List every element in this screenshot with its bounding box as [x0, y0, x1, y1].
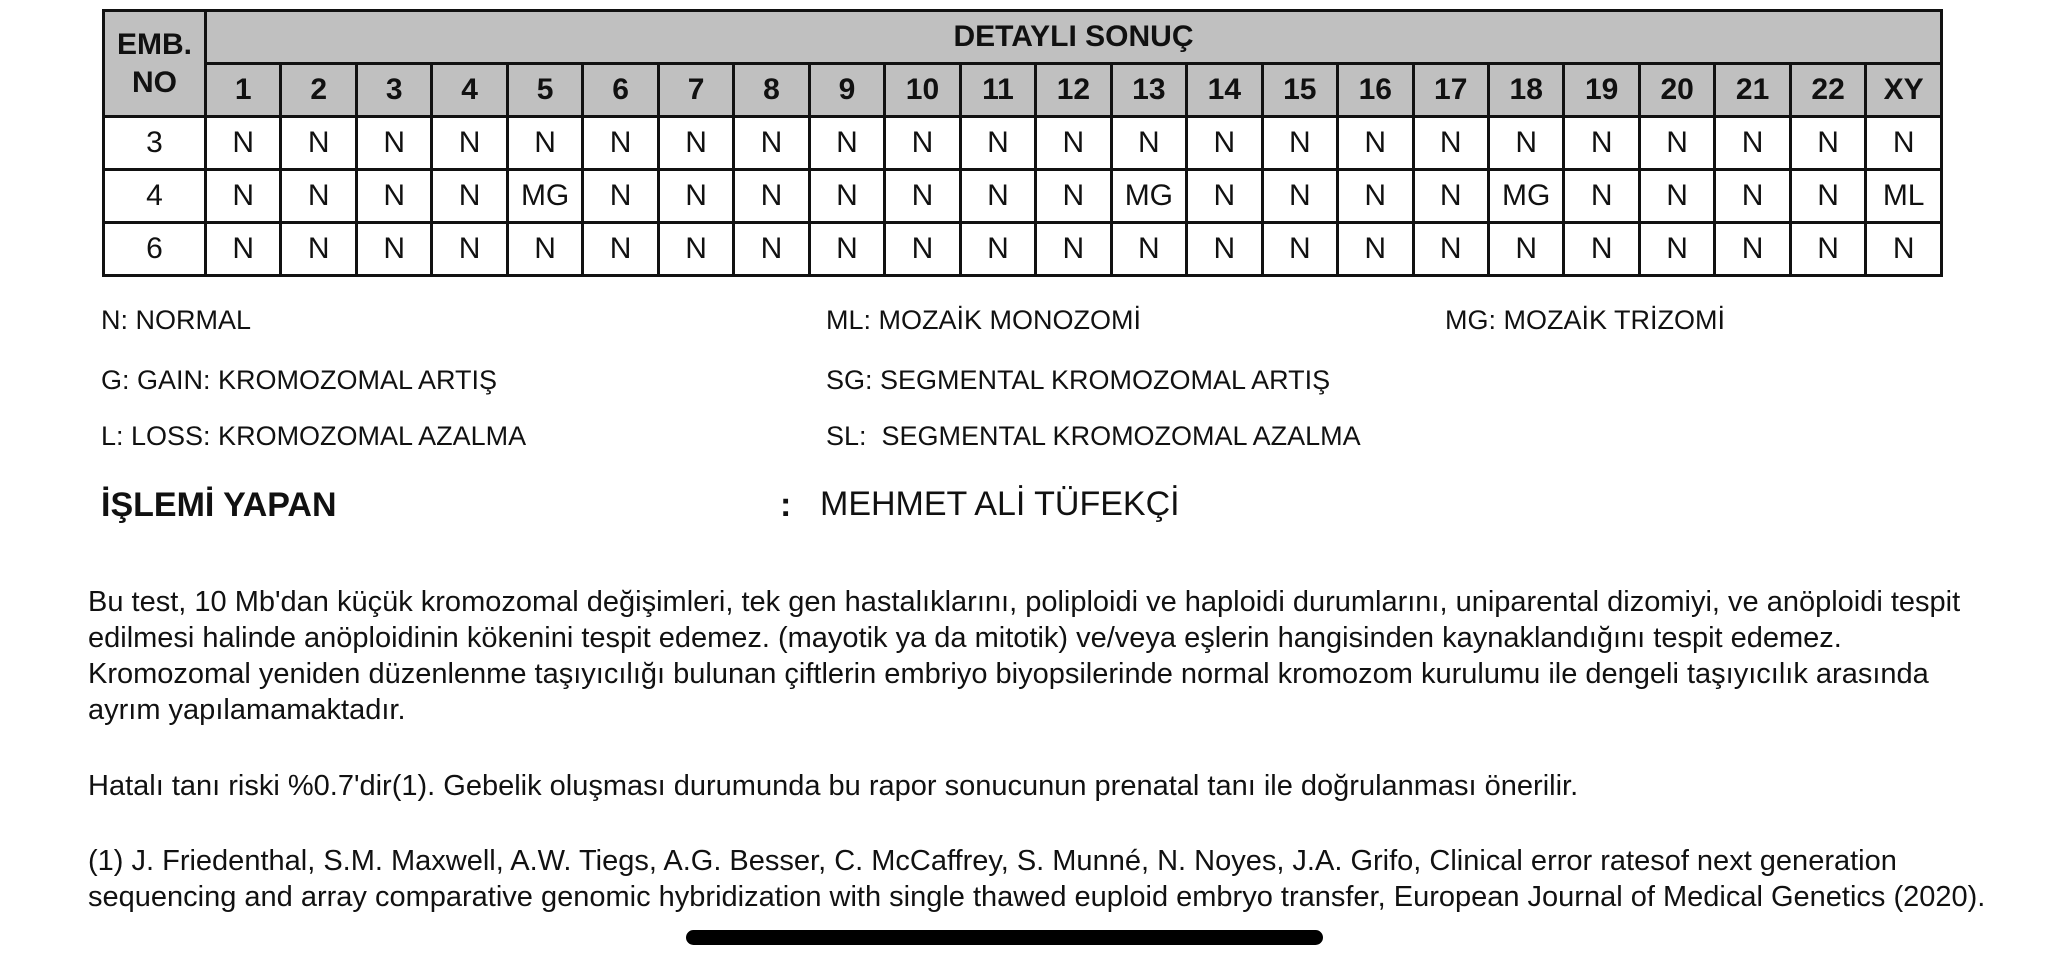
chromosome-header-2: 2	[281, 64, 356, 117]
result-cell: N	[1187, 223, 1262, 276]
result-cell: N	[356, 170, 431, 223]
chromosome-header-19: 19	[1564, 64, 1639, 117]
chromosome-header-row	[104, 64, 1942, 117]
result-cell: N	[1187, 117, 1262, 170]
home-indicator-bar[interactable]	[686, 930, 1323, 945]
result-cell: N	[809, 170, 884, 223]
result-cell: N	[206, 170, 281, 223]
operator-name: MEHMET ALİ TÜFEKÇİ	[820, 485, 1180, 523]
result-cell: N	[583, 223, 658, 276]
result-cell: N	[734, 223, 809, 276]
chromosome-header-8: 8	[734, 64, 809, 117]
chromosome-header-xy: XY	[1866, 64, 1942, 117]
detailed-result-table	[102, 9, 1943, 277]
detailed-result-title: DETAYLI SONUÇ	[206, 11, 1942, 64]
result-cell: N	[583, 170, 658, 223]
result-cell: N	[658, 170, 733, 223]
result-cell: N	[1715, 223, 1790, 276]
result-cell: MG	[1488, 170, 1563, 223]
result-cell: N	[1866, 223, 1942, 276]
result-cell: N	[658, 223, 733, 276]
result-cell: N	[507, 223, 582, 276]
reference-paragraph: (1) J. Friedenthal, S.M. Maxwell, A.W. Tiegs, A.G. Besser, C. McCaffrey, S. Munné, N. Noyes, J.A. Grifo, Clinical error ratesof next generation sequencing and array comparative genomic hybridization with single thawed euploid embryo transfer, European Journal of Medical Genetics (2020).	[88, 845, 1986, 913]
result-cell: N	[885, 170, 960, 223]
emb-no-header	[104, 11, 206, 117]
chromosome-header-9: 9	[809, 64, 884, 117]
result-cell: N	[1639, 170, 1714, 223]
result-cell: N	[281, 170, 356, 223]
chromosome-header-1: 1	[206, 64, 281, 117]
chromosome-header-6: 6	[583, 64, 658, 117]
embryo-number-cell: 6	[104, 223, 206, 276]
result-cell: N	[206, 223, 281, 276]
embryo-number-cell: 4	[104, 170, 206, 223]
result-cell: N	[507, 117, 582, 170]
result-cell: N	[583, 117, 658, 170]
result-cell: N	[1564, 223, 1639, 276]
legend-loss: L: LOSS: KROMOZOMAL AZALMA	[101, 421, 527, 451]
result-cell: N	[1866, 117, 1942, 170]
legend-segmental-loss: SL: SEGMENTAL KROMOZOMAL AZALMA	[826, 421, 1361, 451]
chromosome-header-18: 18	[1488, 64, 1563, 117]
table-row	[104, 117, 1942, 170]
operator-label: İŞLEMİ YAPAN	[101, 486, 337, 524]
result-cell: N	[432, 223, 507, 276]
table-body	[104, 117, 1942, 276]
result-cell: N	[1790, 170, 1865, 223]
chromosome-header-21: 21	[1715, 64, 1790, 117]
chromosome-header-16: 16	[1338, 64, 1413, 117]
result-cell: N	[1715, 170, 1790, 223]
result-cell: N	[1262, 170, 1337, 223]
chromosome-header-20: 20	[1639, 64, 1714, 117]
result-cell: N	[206, 117, 281, 170]
result-cell: ML	[1866, 170, 1942, 223]
result-cell: N	[885, 117, 960, 170]
result-cell: N	[658, 117, 733, 170]
result-cell: N	[1715, 117, 1790, 170]
result-cell: N	[734, 170, 809, 223]
result-cell: N	[1111, 117, 1186, 170]
result-cell: N	[432, 170, 507, 223]
chromosome-header-14: 14	[1187, 64, 1262, 117]
result-cell: N	[809, 223, 884, 276]
result-cell: N	[356, 117, 431, 170]
result-cell: N	[960, 170, 1035, 223]
result-cell: N	[1790, 117, 1865, 170]
result-cell: N	[1338, 170, 1413, 223]
result-cell: N	[1488, 223, 1563, 276]
chromosome-header-5: 5	[507, 64, 582, 117]
result-cell: N	[281, 117, 356, 170]
legend-mosaic-trisomy: MG: MOZAİK TRİZOMİ	[1445, 305, 1725, 335]
result-cell: N	[1413, 170, 1488, 223]
legend-mosaic-monosomy: ML: MOZAİK MONOZOMİ	[826, 305, 1141, 335]
result-cell: N	[1413, 223, 1488, 276]
result-cell: MG	[1111, 170, 1186, 223]
legend-normal: N: NORMAL	[101, 305, 252, 335]
result-cell: N	[809, 117, 884, 170]
embryo-number-cell: 3	[104, 117, 206, 170]
chromosome-header-13: 13	[1111, 64, 1186, 117]
result-cell: N	[1564, 170, 1639, 223]
result-cell: N	[1262, 117, 1337, 170]
legend-segmental-gain: SG: SEGMENTAL KROMOZOMAL ARTIŞ	[826, 365, 1331, 395]
chromosome-header-12: 12	[1036, 64, 1111, 117]
chromosome-header-15: 15	[1262, 64, 1337, 117]
result-cell: N	[1036, 117, 1111, 170]
result-cell: N	[1639, 223, 1714, 276]
result-cell: N	[1488, 117, 1563, 170]
result-cell: N	[734, 117, 809, 170]
chromosome-header-11: 11	[960, 64, 1035, 117]
result-cell: N	[1413, 117, 1488, 170]
result-cell: N	[1036, 223, 1111, 276]
chromosome-header-10: 10	[885, 64, 960, 117]
result-cell: MG	[507, 170, 582, 223]
chromosome-header-3: 3	[356, 64, 431, 117]
disclaimer-paragraph: Bu test, 10 Mb'dan küçük kromozomal değişimleri, tek gen hastalıklarını, poliploidi ve haploidi durumlarını, uniparental dizomiyi, ve anöploidi tespit edilmesi halinde anöploidinin kökenini tespit edemez. (mayotik ya da mitotik) ve/veya eşlerin hangisinden kaynaklandığını tespit edemez. Kromozomal yeniden düzenlenme taşıyıcılığı bulunan çiftlerin embriyo biyopsilerinde normal kromozom kurulumu ile dengeli taşıyıcılık arasında ayrım yapılamamaktadır.	[88, 586, 1961, 726]
chromosome-header-4: 4	[432, 64, 507, 117]
table-header-row	[104, 11, 1942, 64]
result-cell: N	[1790, 223, 1865, 276]
table-row	[104, 170, 1942, 223]
result-cell: N	[1338, 117, 1413, 170]
result-cell: N	[1036, 170, 1111, 223]
result-cell: N	[281, 223, 356, 276]
result-cell: N	[1564, 117, 1639, 170]
result-cell: N	[356, 223, 431, 276]
chromosome-header-17: 17	[1413, 64, 1488, 117]
legend-gain: G: GAIN: KROMOZOMAL ARTIŞ	[101, 365, 498, 395]
chromosome-header-22: 22	[1790, 64, 1865, 117]
emb-no-header-line2: NO	[132, 65, 177, 99]
operator-colon: :	[780, 486, 792, 524]
result-cell: N	[960, 117, 1035, 170]
chromosome-header-7: 7	[658, 64, 733, 117]
emb-no-header-line1: EMB.	[117, 27, 192, 61]
result-cell: N	[885, 223, 960, 276]
result-cell: N	[1338, 223, 1413, 276]
result-cell: N	[432, 117, 507, 170]
result-cell: N	[1639, 117, 1714, 170]
result-cell: N	[960, 223, 1035, 276]
table-row	[104, 223, 1942, 276]
result-cell: N	[1111, 223, 1186, 276]
result-cell: N	[1262, 223, 1337, 276]
risk-paragraph: Hatalı tanı riski %0.7'dir(1). Gebelik oluşması durumunda bu rapor sonucunun prenatal tanı ile doğrulanması önerilir.	[88, 770, 1579, 802]
result-cell: N	[1187, 170, 1262, 223]
